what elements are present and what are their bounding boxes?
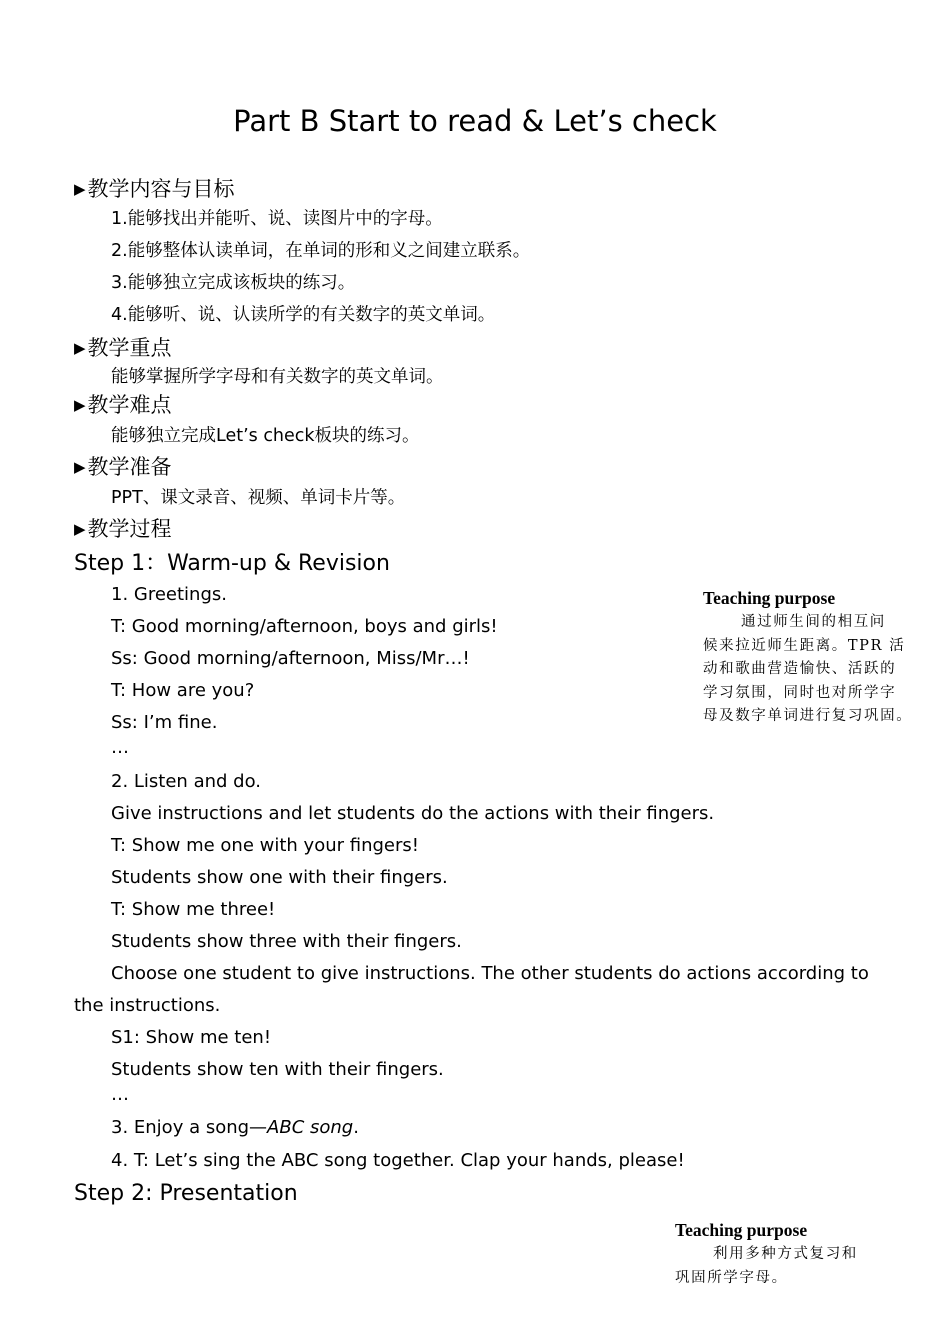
step1-line: Ss: I’m fine. xyxy=(111,712,218,733)
step1-line: … xyxy=(111,1084,129,1105)
objective-item: 1.能够找出并能听、说、读图片中的字母。 xyxy=(111,209,443,229)
step1-line: Choose one student to give instructions. The other students do actions according to xyxy=(111,963,869,984)
preparation-text: PPT、课文录音、视频、单词卡片等。 xyxy=(111,488,406,508)
step1-line: Students show one with their fingers. xyxy=(111,867,448,888)
triangle-bullet-icon: ▶ xyxy=(74,520,86,538)
objective-item: 4.能够听、说、认读所学的有关数字的英文单词。 xyxy=(111,305,496,325)
note-line: 利用多种方式复习和 xyxy=(713,1246,858,1262)
step1-line: Students show ten with their fingers. xyxy=(111,1059,444,1080)
step1-title: Step 1：Warm-up & Revision xyxy=(74,551,390,576)
teaching-purpose-note-2 xyxy=(675,1220,858,1290)
key-points-text: 能够掌握所学字母和有关数字的英文单词。 xyxy=(111,367,444,387)
step1-line: Students show three with their fingers. xyxy=(111,931,462,952)
difficult-points-text: 能够独立完成Let’s check板块的练习。 xyxy=(111,426,420,446)
step1-line: the instructions. xyxy=(74,995,221,1016)
teaching-purpose-note-1 xyxy=(703,588,912,729)
section-heading-prep: ▶教学准备 xyxy=(74,455,172,479)
section-heading-key: ▶教学重点 xyxy=(74,336,172,360)
step1-line: T: Good morning/afternoon, boys and girls! xyxy=(111,616,498,637)
section-heading-process: ▶教学过程 xyxy=(74,517,172,541)
section-heading-difficult: ▶教学难点 xyxy=(74,393,172,417)
objective-item: 2.能够整体认读单词，在单词的形和义之间建立联系。 xyxy=(111,241,531,261)
step2-title: Step 2: Presentation xyxy=(74,1181,298,1206)
step1-line: … xyxy=(111,737,129,758)
note-line: 候来拉近师生距离。TPR 活 xyxy=(703,637,906,654)
note-line: 动和歌曲营造愉快、活跃的 xyxy=(703,661,897,677)
note-line: 通过师生间的相互问 xyxy=(741,614,886,630)
note-line: 学习氛围，同时也对所学字 xyxy=(703,684,897,701)
objective-item: 3.能够独立完成该板块的练习。 xyxy=(111,273,356,293)
note-heading: Teaching purpose xyxy=(675,1220,808,1240)
step1-line: 4. T: Let’s sing the ABC song together. Clap your hands, please! xyxy=(111,1150,685,1171)
song-title: ABC song xyxy=(267,1117,354,1138)
step1-line: T: Show me three! xyxy=(111,899,276,920)
section-heading-content: ▶教学内容与目标 xyxy=(74,177,235,201)
step1-line: Ss: Good morning/afternoon, Miss/Mr…! xyxy=(111,648,470,669)
note-heading: Teaching purpose xyxy=(703,588,836,608)
note-line: 母及数字单词进行复习巩固。 xyxy=(703,708,913,724)
step1-line: 2. Listen and do. xyxy=(111,771,261,792)
step1-line: Give instructions and let students do the actions with their fingers. xyxy=(111,803,715,824)
step1-line: T: Show me one with your fingers! xyxy=(111,835,419,856)
note-line: 巩固所学字母。 xyxy=(675,1269,788,1286)
page-title: Part B Start to read & Let’s check xyxy=(233,104,717,138)
step1-line: 1. Greetings. xyxy=(111,584,227,605)
triangle-bullet-icon: ▶ xyxy=(74,458,86,476)
step1-line-song: 3. Enjoy a song—ABC song. xyxy=(111,1117,359,1138)
triangle-bullet-icon: ▶ xyxy=(74,339,86,357)
step1-line: T: How are you? xyxy=(111,680,255,701)
triangle-bullet-icon: ▶ xyxy=(74,180,86,198)
triangle-bullet-icon: ▶ xyxy=(74,396,86,414)
step1-line: S1: Show me ten! xyxy=(111,1027,272,1048)
